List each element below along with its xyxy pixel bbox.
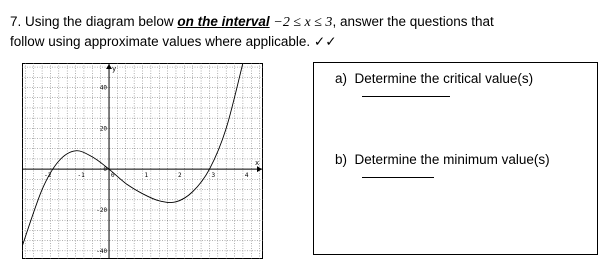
question-number: 7. [10,14,22,29]
x-tick-label: 4 [244,172,249,180]
y-tick-label: 0 [103,166,108,174]
answer-a [335,71,533,97]
y-tick-label: 40 [99,84,108,92]
x-axis-label: x [255,159,260,168]
answer-b-blank[interactable] [362,169,434,178]
question-line-1 [10,12,600,32]
x-tick-label: 1 [144,172,149,180]
x-tick-label: 3 [211,172,216,180]
function-graph [22,63,263,259]
question-suffix: , answer the questions that [332,14,494,29]
answer-a-text: Determine the critical value(s) [354,71,534,86]
answer-b [335,152,550,178]
y-tick-label: 20 [99,125,108,133]
answer-b-text: Determine the minimum value(s) [354,152,550,167]
x-tick-label: 0 [111,172,115,180]
y-tick-label: -20 [96,207,108,214]
answer-box [313,62,598,255]
question-prefix: Using the diagram below [25,14,178,29]
question-line-2: follow using approximate values where applicable. ✓✓ [10,34,337,49]
x-tick-label: 2 [177,172,182,180]
answer-b-label: b) [335,152,348,167]
x-tick-label: -2 [44,172,52,180]
graph-svg [22,63,263,259]
y-tick-label: -40 [96,247,108,255]
interval-expression: −2 ≤ x ≤ 3 [273,15,333,30]
answer-a-blank[interactable] [362,88,450,97]
interval-emphasis: on the interval [177,14,270,29]
x-tick-label: -1 [77,172,85,180]
y-axis-label: y [112,65,117,73]
question-text [10,12,600,51]
answer-a-label: a) [335,71,348,86]
